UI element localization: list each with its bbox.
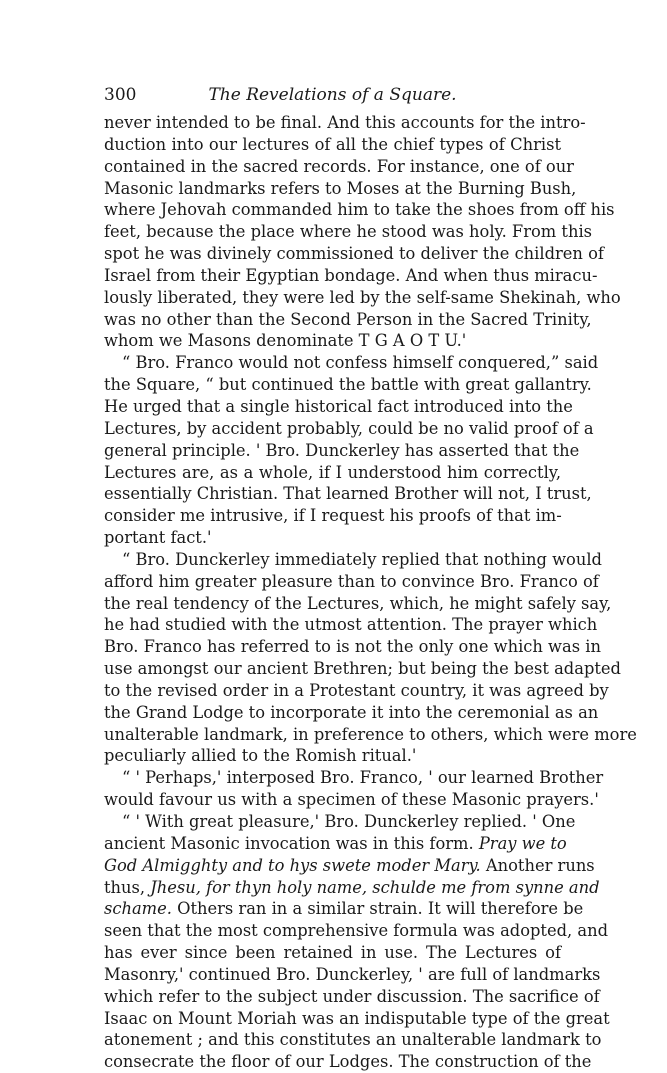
line-text-after: Others ran in a similar strain. It will therefore be: [171, 899, 584, 919]
text-line: [104, 527, 561, 549]
text-line: [104, 767, 604, 789]
text-line: [104, 614, 598, 636]
line-text: he had studied with the utmost attention. The prayer which: [104, 615, 598, 635]
text-line: [104, 199, 615, 221]
text-line: [104, 680, 609, 702]
text-line: [104, 811, 576, 833]
text-line: [104, 134, 561, 156]
text-line: [104, 571, 599, 593]
text-line: [104, 505, 561, 527]
line-text: Isaac on Mount Moriah was an indisputable type of the great: [104, 1008, 610, 1028]
text-line: [104, 265, 598, 287]
text-line: [104, 833, 567, 855]
text-line: [104, 309, 592, 331]
text-line: [104, 374, 592, 396]
text-line: [104, 418, 594, 440]
line-text: general principle. ' Bro. Dunckerley has asserted that the: [104, 440, 580, 460]
line-text: use amongst our ancient Brethren; but being the best adapted: [104, 659, 621, 679]
line-text: Bro. Franco has referred to is not the only one which was in: [104, 637, 601, 657]
line-text: portant fact.': [104, 528, 212, 548]
line-text: thus,: [104, 877, 151, 897]
line-text: “ Bro. Dunckerley immediately replied that nothing would: [122, 549, 602, 569]
text-line: [104, 549, 602, 571]
line-text-after: Another runs: [480, 855, 595, 875]
line-text: Masonry,' continued Bro. Dunckerley, ' are full of landmarks: [104, 964, 601, 984]
text-line: [104, 330, 561, 352]
text-line: [104, 964, 601, 986]
line-text: the Grand Lodge to incorporate it into the ceremonial as an: [104, 702, 599, 722]
line-italic-text: Jhesu, for thyn holy name, schulde me from synne and: [150, 877, 600, 897]
line-text: ancient Masonic invocation was in this form.: [104, 833, 479, 853]
line-text: atonement ; and this constitutes an unalterable landmark to: [104, 1030, 602, 1050]
line-text: where Jehovah commanded him to take the shoes from off his: [104, 200, 615, 220]
line-text: seen that the most comprehensive formula was adopted, and: [104, 921, 608, 941]
text-line: [104, 287, 621, 309]
line-text: Lectures are, as a whole, if I understood him correctly,: [104, 462, 561, 482]
line-text: He urged that a single historical fact introduced into the: [104, 396, 573, 416]
text-line: [104, 658, 621, 680]
line-text: spot he was divinely commissioned to deliver the children of: [104, 244, 604, 264]
line-text: “ ' With great pleasure,' Bro. Dunckerley replied. ' One: [122, 812, 576, 831]
text-line: [104, 636, 601, 658]
line-text: contained in the sacred records. For instance, one of our: [104, 156, 574, 176]
running-head: [104, 80, 561, 110]
line-text: consider me intrusive, if I request his proofs of that im-: [104, 506, 562, 526]
text-line: [104, 352, 599, 374]
text-line: [104, 243, 604, 265]
text-line: [104, 1008, 610, 1030]
text-line: [104, 920, 608, 942]
line-text: was no other than the Second Person in the Sacred Trinity,: [104, 309, 592, 329]
text-line: [104, 789, 599, 811]
text-line: [104, 593, 612, 615]
line-italic-text: Pray we to: [478, 833, 567, 853]
text-line: [104, 1051, 592, 1073]
text-line: [104, 156, 574, 178]
line-italic-text: God Almigghty and to hys swete moder Mary.: [104, 855, 481, 875]
text-line: [104, 221, 593, 243]
line-text: duction into our lectures of all the chief types of Christ: [104, 134, 561, 154]
line-text: peculiarly allied to the Romish ritual.': [104, 746, 417, 766]
line-text: Masonic landmarks refers to Moses at the Burning Bush,: [104, 178, 577, 198]
line-text: essentially Christian. That learned Brother will not, I trust,: [104, 484, 592, 504]
line-italic-text: schame.: [104, 899, 172, 919]
body-text: [104, 112, 637, 1073]
page-number: 300: [104, 85, 137, 105]
line-text: the Square, “ but continued the battle with great gallantry.: [104, 375, 592, 395]
line-text: never intended to be final. And this accounts for the intro-: [104, 113, 586, 132]
text-line: [104, 1029, 602, 1051]
line-text: unalterable landmark, in preference to others, which were more: [104, 724, 637, 744]
text-line: [104, 396, 573, 418]
line-text: “ ' Perhaps,' interposed Bro. Franco, ' our learned Brother: [122, 768, 604, 788]
text-line: [104, 877, 600, 899]
text-line: [104, 942, 561, 964]
text-line: [104, 745, 561, 767]
line-text: Israel from their Egyptian bondage. And when thus miracu-: [104, 265, 598, 285]
text-line: [104, 986, 600, 1008]
line-text: feet, because the place where he stood was holy. From this: [104, 222, 593, 242]
line-text: has ever since been retained in use. The Lectures of: [104, 943, 561, 963]
line-text: which refer to the subject under discussion. The sacrifice of: [104, 986, 600, 1006]
book-page: [104, 80, 637, 1073]
text-line: [104, 112, 586, 134]
text-line: [104, 898, 584, 920]
text-line: [104, 724, 637, 746]
line-text: would favour us with a specimen of these Masonic prayers.': [104, 790, 599, 810]
running-title: The Revelations of a Square.: [208, 85, 457, 105]
text-line: [104, 178, 577, 200]
text-line: [104, 440, 580, 462]
line-text: lously liberated, they were led by the self-same Shekinah, who: [104, 287, 621, 307]
line-text: consecrate the floor of our Lodges. The construction of the: [104, 1052, 592, 1072]
text-line: [104, 702, 599, 724]
text-line: [104, 855, 595, 877]
line-text: “ Bro. Franco would not confess himself conquered,” said: [122, 353, 599, 373]
text-line: [104, 462, 561, 484]
line-text: the real tendency of the Lectures, which, he might safely say,: [104, 593, 612, 613]
line-text: to the revised order in a Protestant country, it was agreed by: [104, 680, 609, 700]
line-text: Lectures, by accident probably, could be no valid proof of a: [104, 418, 594, 438]
line-text: afford him greater pleasure than to convince Bro. Franco of: [104, 571, 599, 591]
line-text: whom we Masons denominate T G A O T U.': [104, 331, 467, 351]
text-line: [104, 483, 592, 505]
